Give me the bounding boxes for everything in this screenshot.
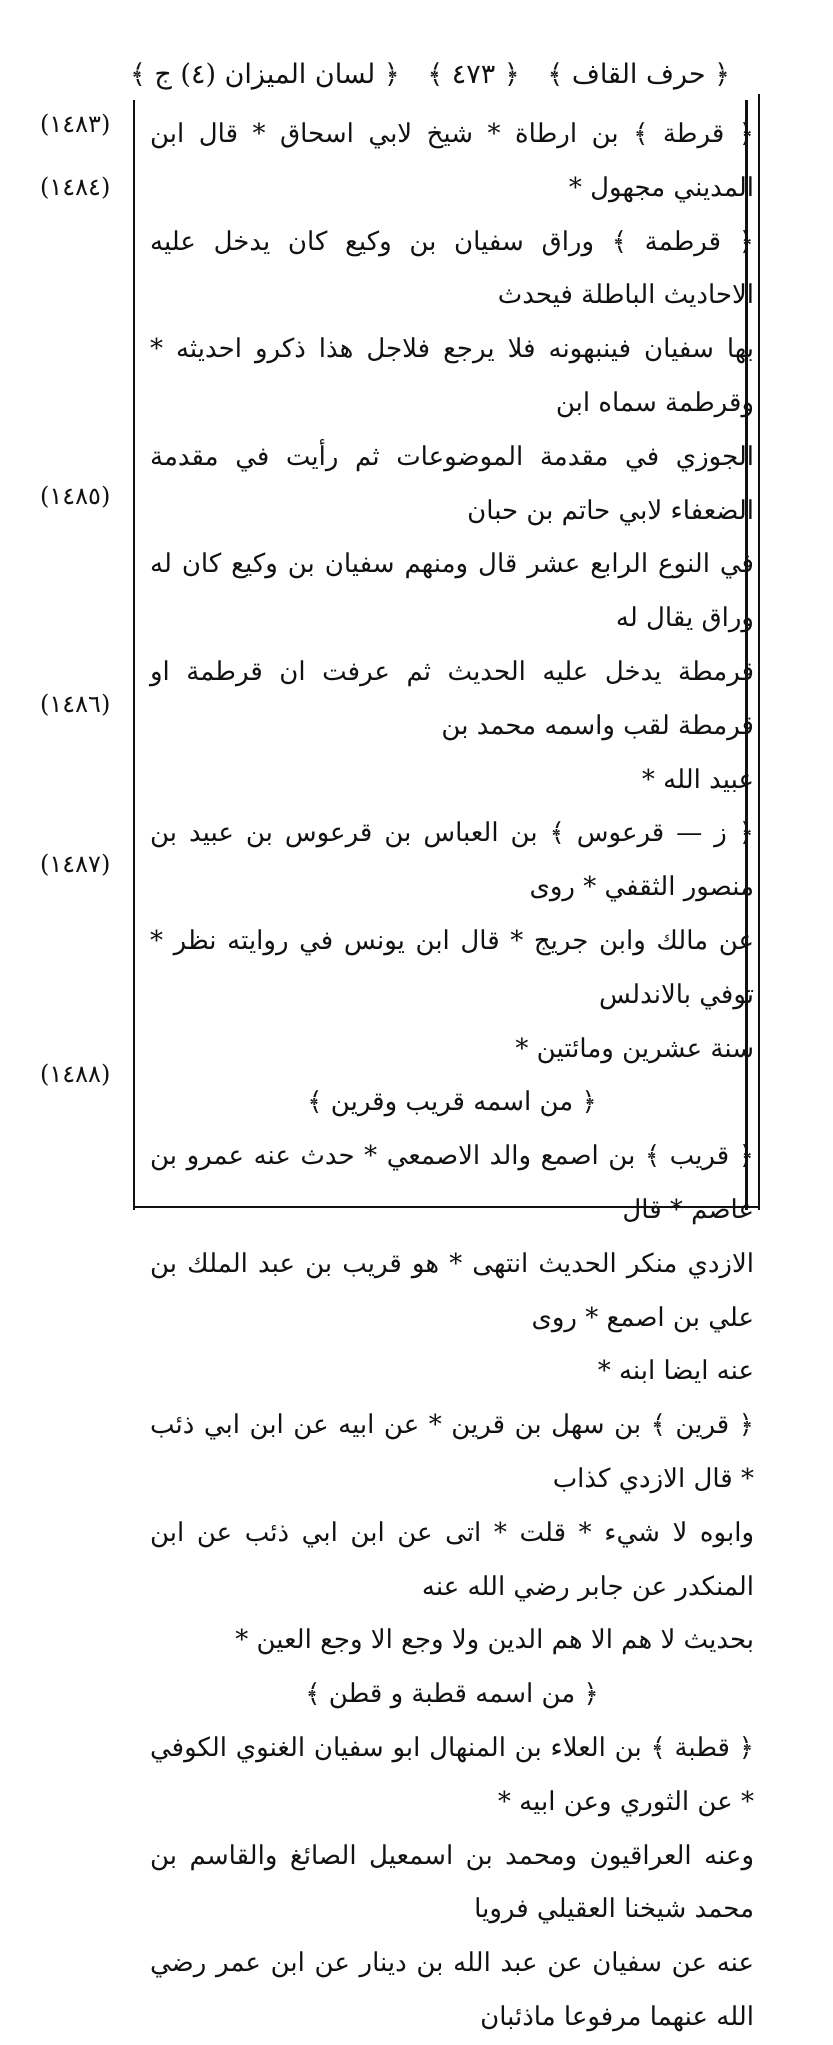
entry-line: الازدي منكر الحديث انتهى * هو قريب بن عبد الملك بن علي بن اصمع * روى xyxy=(150,1248,754,1333)
entry-number: (١٤٨٦) xyxy=(40,690,111,718)
header-book-title: ﴿ لسان الميزان (٤) ج ﴾ xyxy=(130,58,400,90)
entry-line: عن مالك وابن جريج * قال ابن يونس في روايته نظر * توفي بالاندلس xyxy=(150,925,754,1010)
entry-line: ﴿ قرين ﴾ بن سهل بن قرين * عن ابيه عن ابن ابي ذئب * قال الازدي كذاب xyxy=(150,1410,754,1494)
header-page-number: ﴿ ٤٧٣ ﴾ xyxy=(427,58,520,90)
entry-line: عنه ايضا ابنه * xyxy=(597,1356,754,1387)
entry-line: عنه عن سفيان عن عبد الله بن دينار عن ابن عمر رضي الله عنهما مرفوعا ماذئبان xyxy=(150,1948,754,2032)
entry-line: في النوع الرابع عشر قال ومنهم سفيان بن وكيع كان له وراق يقال له xyxy=(150,549,754,634)
entry-number: (١٤٨٤) xyxy=(40,173,111,201)
entry-line: سنة عشرين ومائتين * xyxy=(515,1033,754,1064)
entry-number: (١٤٨٥) xyxy=(40,482,111,510)
entry-line: ﴿ ز — قرعوس ﴾ بن العباس بن قرعوس بن عبيد بن منصور الثقفي * روى xyxy=(150,818,754,903)
entry-line: الجوزي في مقدمة الموضوعات ثم رأيت في مقدمة الضعفاء لابي حاتم بن حبان xyxy=(150,441,754,526)
entry-line: ﴿ قرطمة ﴾ وراق سفيان بن وكيع كان يدخل عليه الاحاديث الباطلة فيحدث xyxy=(150,226,754,311)
entry-number: (١٤٨٨) xyxy=(40,1060,111,1088)
section-heading: ﴿ من اسمه قطبة و قطن ﴾ xyxy=(305,1679,599,1710)
entry-number: (١٤٨٣) xyxy=(40,110,111,138)
entry-line: ﴿ قريب ﴾ بن اصمع والد الاصمعي * حدث عنه عمرو بن عاصم * قال xyxy=(150,1141,754,1225)
entry-line: ﴿ قطبة ﴾ بن العلاء بن المنهال ابو سفيان الغنوي الكوفي * عن الثوري وعن ابيه * xyxy=(150,1732,754,1817)
entry-line: وابوه لا شيء * قلت * اتى عن ابن ابي ذئب عن ابن المنكدر عن جابر رضي الله عنه xyxy=(150,1517,754,1602)
main-text xyxy=(150,108,754,2045)
entry-line: بها سفيان فينبهونه فلا يرجع فلاجل هذا ذكرو احديثه * وقرطمة سماه ابن xyxy=(150,334,754,418)
entry-line: عبيد الله * xyxy=(641,764,754,795)
entry-line: قرمطة يدخل عليه الحديث ثم عرفت ان قرطمة او قرمطة لقب واسمه محمد بن xyxy=(150,656,754,741)
entry-number: (١٤٨٧) xyxy=(40,850,111,878)
section-heading: ﴿ من اسمه قريب وقرين ﴾ xyxy=(307,1087,597,1118)
header-chapter-title: ﴿ حرف القاف ﴾ xyxy=(547,58,730,90)
page-header xyxy=(130,52,730,96)
entry-line: وعنه العراقيون ومحمد بن اسمعيل الصائغ والقاسم بن محمد شيخنا العقيلي فرويا xyxy=(150,1840,754,1925)
entry-line: بحديث لا هم الا هم الدين ولا وجع الا وجع العين * xyxy=(235,1625,754,1656)
entry-line: ﴿ قرطة ﴾ بن ارطاة * شيخ لابي اسحاق * قال ابن المديني مجهول * xyxy=(150,119,754,203)
